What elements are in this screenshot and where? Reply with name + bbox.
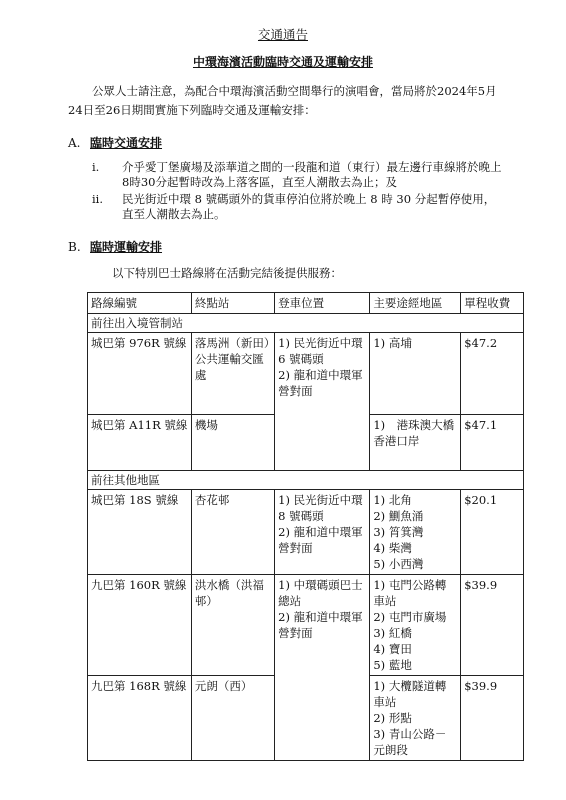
section-a-title: 臨時交通安排: [90, 136, 163, 150]
via-line: 2) 形點: [373, 711, 412, 725]
terminus-cell: 元朗（西）: [191, 676, 274, 761]
fare-cell: $20.1: [461, 490, 524, 575]
via-line: 4) 寶田: [373, 642, 412, 656]
terminus-cell: 機場: [191, 415, 274, 471]
page-title: 交通通告: [257, 27, 308, 42]
via-line: 1) 北角: [373, 493, 412, 507]
via-line: 5) 藍地: [373, 658, 412, 672]
page-subtitle: 中環海濱活動臨時交通及運輸安排: [192, 55, 373, 69]
boarding-line: 1) 民光街近中環 8 號碼頭: [278, 493, 363, 523]
table-row: [88, 333, 524, 415]
header-boarding: 登車位置: [275, 293, 370, 314]
route-cell: 城巴第 976R 號線: [88, 333, 192, 415]
route-cell: 城巴第 18S 號線: [88, 490, 192, 575]
boarding-line: 1) 民光街近中環 6 號碼頭: [278, 336, 363, 366]
fare-cell: $47.2: [461, 333, 524, 415]
item-number: ii.: [92, 192, 104, 206]
bus-route-table: [87, 292, 524, 761]
terminus-cell: 洪水橋（洪福邨）: [191, 575, 274, 676]
traffic-item-1: [92, 160, 502, 190]
fare-cell: $39.9: [461, 676, 524, 761]
group-label: 前往出入境管制站: [88, 314, 524, 333]
section-b-letter: B.: [68, 240, 81, 254]
section-b-heading: [68, 238, 162, 255]
table-row: [88, 490, 524, 575]
boarding-line: 2) 龍和道中環軍營對面: [278, 368, 363, 398]
table-group-row: [88, 471, 524, 490]
item-text: 民光街近中環 8 號碼頭外的貨車停泊位將於晚上 8 時 30 分起暫停使用，直至人潮散去為止。: [122, 192, 496, 221]
item-number: i.: [92, 160, 100, 174]
via-cell: [370, 333, 461, 415]
boarding-line: 2) 龍和道中環軍營對面: [278, 610, 363, 640]
header-route: 路線編號: [88, 293, 192, 314]
terminus-cell: 落馬洲（新田）公共運輸交匯處: [191, 333, 274, 415]
via-line: 1) 高埔: [373, 336, 412, 350]
route-cell: 九巴第 168R 號線: [88, 676, 192, 761]
via-line: 3) 紅橋: [373, 626, 412, 640]
section-b-title: 臨時運輸安排: [90, 240, 163, 254]
fare-cell: $47.1: [461, 415, 524, 471]
via-cell: [370, 575, 461, 676]
via-line: 1) 屯門公路轉車站: [373, 578, 447, 608]
route-cell: 城巴第 A11R 號線: [88, 415, 192, 471]
via-line: 1) 大欖隧道轉車站: [373, 679, 447, 709]
header-via: 主要途經地區: [370, 293, 461, 314]
via-line: 2) 鰂魚涌: [373, 509, 424, 523]
via-cell: [370, 490, 461, 575]
boarding-line: 1) 中環碼頭巴士總站: [278, 578, 363, 608]
boarding-cell: [275, 490, 370, 575]
boarding-cell: [275, 333, 370, 471]
via-line: 2) 屯門市廣場: [373, 610, 447, 624]
via-line: 1) 港珠澳大橋香港口岸: [373, 418, 455, 448]
via-line: 3) 青山公路－元朗段: [373, 727, 447, 757]
via-line: 4) 柴灣: [373, 541, 412, 555]
item-text: 介乎愛丁堡廣場及添華道之間的一段龍和道（東行）最左邊行車線將於晚上8時30分起暫時改為上落客區，直至人潮散去為止；及: [122, 160, 502, 189]
intro-paragraph: 公眾人士請注意，為配合中環海濱活動空間舉行的演唱會，當局將於2024年5月24日至26日期間實施下列臨時交通及運輸安排：: [68, 84, 497, 117]
table-group-row: [88, 314, 524, 333]
terminus-cell: 杏花邨: [191, 490, 274, 575]
table-header-row: [88, 293, 524, 314]
route-cell: 九巴第 160R 號線: [88, 575, 192, 676]
via-line: 3) 筲箕灣: [373, 525, 424, 539]
section-a-letter: A.: [68, 136, 81, 150]
header-fare: 單程收費: [461, 293, 524, 314]
group-label: 前往其他地區: [88, 471, 524, 490]
section-a-heading: [68, 134, 162, 151]
section-b-lead: 以下特別巴士路線將在活動完結後提供服務：: [112, 266, 342, 280]
boarding-line: 2) 龍和道中環軍營對面: [278, 525, 363, 555]
via-line: 5) 小西灣: [373, 557, 424, 571]
via-cell: [370, 415, 461, 471]
fare-cell: $39.9: [461, 575, 524, 676]
header-terminus: 終點站: [191, 293, 274, 314]
table-row: [88, 575, 524, 676]
boarding-cell: [275, 575, 370, 761]
via-cell: [370, 676, 461, 761]
traffic-item-2: [92, 192, 502, 222]
